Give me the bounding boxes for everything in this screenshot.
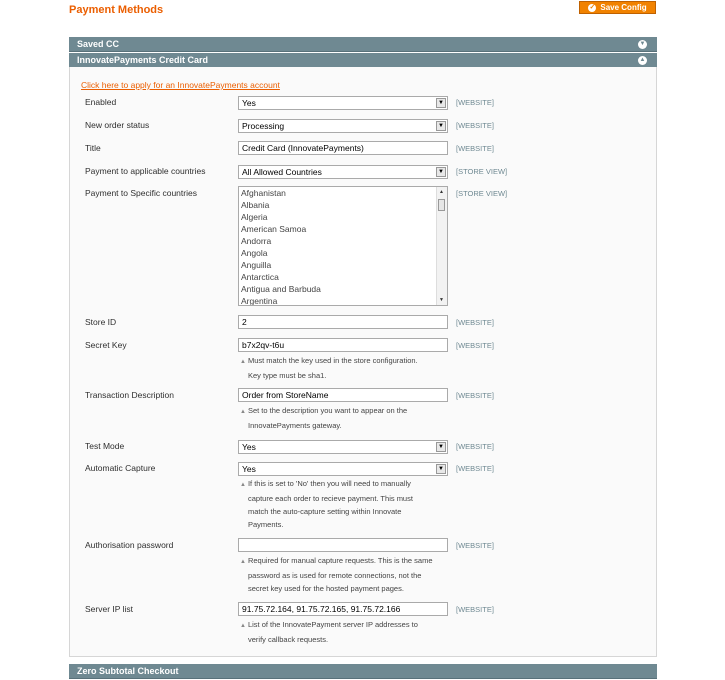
scope-label: [WEBSITE] [456, 541, 494, 550]
scope-label: [WEBSITE] [456, 464, 494, 473]
country-option[interactable]: Afghanistan [241, 188, 286, 198]
test-mode-label: Test Mode [85, 441, 125, 451]
scope-label: [WEBSITE] [456, 121, 494, 130]
automatic-capture-value: Yes [242, 464, 256, 474]
country-option[interactable]: Antigua and Barbuda [241, 284, 321, 294]
scrollbar[interactable] [436, 187, 447, 305]
section-saved-cc[interactable] [69, 37, 657, 52]
note-line: List of the InnovatePayment server IP addresses to [247, 620, 418, 629]
scope-label: [STORE VIEW] [456, 167, 508, 176]
auth-password-input[interactable] [238, 538, 448, 552]
dropdown-arrow-icon: ▼ [436, 121, 446, 131]
server-ip-note [240, 618, 452, 646]
store-id-input[interactable]: 2 [238, 315, 448, 329]
scope-label: [WEBSITE] [456, 318, 494, 327]
transaction-description-note [240, 404, 452, 432]
section-innovate-payments[interactable] [69, 53, 657, 68]
transaction-description-input[interactable]: Order from StoreName [238, 388, 448, 402]
automatic-capture-note [240, 477, 452, 531]
new-order-status-value: Processing [242, 121, 285, 131]
title-input[interactable]: Credit Card (InnovatePayments) [238, 141, 448, 155]
dropdown-arrow-icon: ▼ [436, 98, 446, 108]
check-icon: ✓ [589, 3, 596, 11]
applicable-countries-select[interactable] [238, 165, 448, 179]
enabled-select[interactable] [238, 96, 448, 110]
store-id-label: Store ID [85, 317, 117, 327]
secret-key-note [240, 354, 452, 382]
note-line: Required for manual capture requests. This is the same [247, 556, 433, 565]
section-title: Zero Subtotal Checkout [77, 666, 179, 676]
note-line: InnovatePayments gateway. [248, 421, 342, 430]
auth-password-note [240, 554, 452, 595]
specific-countries-label: Payment to Specific countries [85, 188, 197, 198]
title-label: Title [85, 143, 101, 153]
scope-label: [WEBSITE] [456, 144, 494, 153]
new-order-status-select[interactable] [238, 119, 448, 133]
country-option[interactable]: American Samoa [241, 224, 307, 234]
server-ip-input[interactable]: 91.75.72.164, 91.75.72.165, 91.75.72.166 [238, 602, 448, 616]
scrollbar-thumb[interactable] [438, 199, 445, 211]
country-option[interactable]: Argentina [241, 296, 278, 306]
automatic-capture-select[interactable] [238, 462, 448, 476]
automatic-capture-label: Automatic Capture [85, 463, 156, 473]
save-config-button[interactable] [579, 1, 656, 14]
enabled-value: Yes [242, 98, 256, 108]
dropdown-arrow-icon: ▼ [436, 464, 446, 474]
new-order-status-label: New order status [85, 120, 150, 130]
note-arrow-icon: ▲ [240, 559, 246, 565]
dropdown-arrow-icon: ▼ [436, 167, 446, 177]
note-line: password as is used for remote connections, not the [248, 571, 422, 580]
applicable-countries-label: Payment to applicable countries [85, 166, 206, 176]
note-line: Set to the description you want to appear on the [247, 406, 408, 415]
scope-label: [WEBSITE] [456, 341, 494, 350]
note-line: capture each order to recieve payment. This must [248, 494, 413, 503]
country-option[interactable]: Antarctica [241, 272, 279, 282]
save-config-label: Save Config [600, 3, 647, 12]
section-title: Saved CC [77, 39, 120, 49]
country-option[interactable]: Anguilla [241, 260, 272, 270]
note-line: Key type must be sha1. [248, 371, 327, 380]
dropdown-arrow-icon: ▼ [436, 442, 446, 452]
scope-label: [STORE VIEW] [456, 189, 508, 198]
applicable-countries-value: All Allowed Countries [242, 167, 322, 177]
note-arrow-icon: ▲ [240, 359, 246, 365]
note-line: secret key used for the hosted payment pages. [248, 584, 404, 593]
auth-password-label: Authorisation password [85, 540, 174, 550]
note-line: Must match the key used in the store configuration. [247, 356, 418, 365]
enabled-label: Enabled [85, 97, 117, 107]
specific-countries-multiselect[interactable] [238, 186, 448, 306]
note-line: verify callback requests. [248, 635, 329, 644]
page-title: Payment Methods [69, 4, 164, 16]
note-arrow-icon: ▲ [240, 409, 246, 415]
apply-account-link[interactable]: Click here to apply for an InnovatePayments account [81, 80, 280, 90]
section-zero-subtotal-checkout[interactable] [69, 664, 657, 679]
scroll-down-icon[interactable]: ▼ [439, 297, 444, 303]
country-option[interactable]: Albania [241, 200, 270, 210]
secret-key-input[interactable]: b7x2qv-t6u [238, 338, 448, 352]
transaction-description-label: Transaction Description [85, 390, 174, 400]
country-option[interactable]: Algeria [241, 212, 268, 222]
server-ip-label: Server IP list [85, 604, 134, 614]
test-mode-value: Yes [242, 442, 256, 452]
note-line: If this is set to 'No' then you will need to manually [247, 479, 411, 488]
country-option[interactable]: Andorra [241, 236, 272, 246]
secret-key-label: Secret Key [85, 340, 127, 350]
collapse-icon[interactable]: ▲ [639, 57, 646, 63]
note-line: Payments. [248, 520, 284, 529]
expand-icon[interactable]: ▼ [639, 41, 646, 47]
section-title: InnovatePayments Credit Card [77, 55, 209, 65]
scope-label: [WEBSITE] [456, 442, 494, 451]
scroll-up-icon[interactable]: ▲ [439, 189, 444, 195]
scope-label: [WEBSITE] [456, 391, 494, 400]
test-mode-select[interactable] [238, 440, 448, 454]
note-line: match the auto-capture setting within Innovate [248, 507, 402, 516]
note-arrow-icon: ▲ [240, 482, 246, 488]
scope-label: [WEBSITE] [456, 98, 494, 107]
country-option[interactable]: Angola [241, 248, 268, 258]
note-arrow-icon: ▲ [240, 623, 246, 629]
scope-label: [WEBSITE] [456, 605, 494, 614]
